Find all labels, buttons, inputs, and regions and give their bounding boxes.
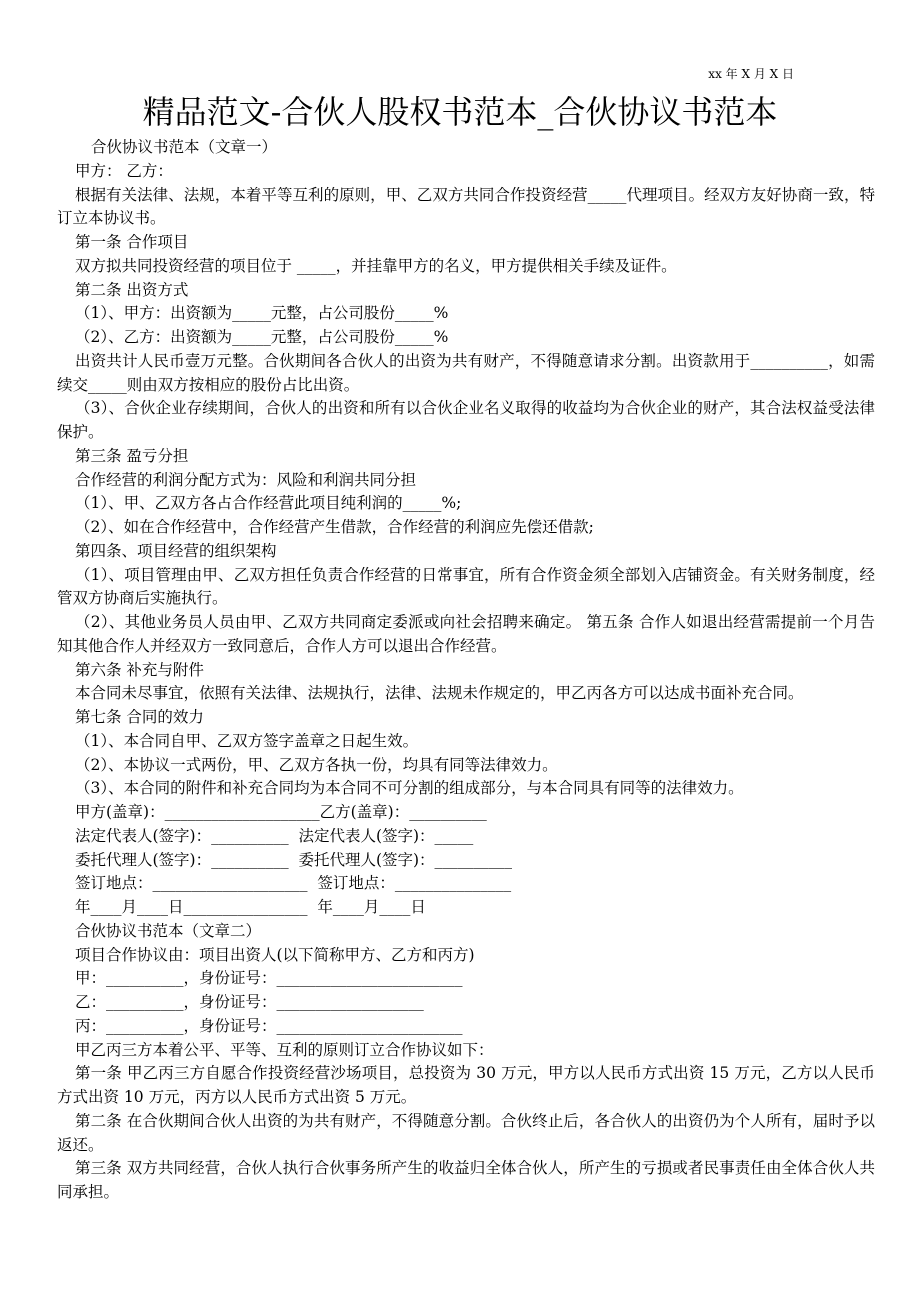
paragraph: 第二条 在合伙期间合伙人出资的为共有财产，不得随意分割。合伙终止后，各合伙人的出资仍为个人所有，届时予以返还。	[57, 1111, 875, 1154]
document-date: xx 年 X 月 X 日	[708, 67, 794, 81]
paragraph: 合作经营的利润分配方式为：风险和利润共同分担	[75, 470, 417, 489]
paragraph: （2）、如在合作经营中，合作经营产生借款，合作经营的利润应先偿还借款;	[75, 518, 594, 536]
paragraph: （1）、本合同自甲、乙双方签字盖章之日起生效。	[75, 731, 419, 750]
paragraph: （2）、乙方：出资额为_____元整，占公司股份_____%	[75, 328, 449, 346]
paragraph: 第六条 补充与附件	[75, 660, 204, 679]
paragraph: 合伙协议书范本（文章二）	[75, 921, 262, 940]
paragraph: 乙：__________，身份证号：___________________	[75, 993, 424, 1011]
paragraph: 甲：__________，身份证号：________________________	[75, 969, 463, 988]
paragraph: 年____月____日________________ 年____月____日	[75, 898, 426, 916]
paragraph: 项目合作协议由：项目出资人(以下简称甲方、乙方和丙方)	[75, 945, 475, 964]
paragraph: 甲方： 乙方：	[75, 161, 173, 180]
paragraph: （3）、合伙企业存续期间，合伙人的出资和所有以合伙企业名义取得的收益均为合伙企业的财产，其合法权益受法律保护。	[57, 399, 875, 441]
paragraph: （1）、甲、乙双方各占合作经营此项目纯利润的_____%;	[75, 494, 462, 513]
paragraph: 第一条 合作项目	[75, 233, 189, 251]
paragraph: 合伙协议书范本（文章一）	[91, 138, 278, 156]
paragraph: 第四条、项目经营的组织架构	[75, 541, 277, 560]
document-title: 精品范文-合伙人股权书范本_合伙协议书范本	[142, 93, 778, 131]
paragraph: 第三条 双方共同经营，合伙人执行合伙事务所产生的收益归全体合伙人，所产生的亏损或者民事责任由全体合伙人共同承担。	[57, 1159, 875, 1201]
paragraph: 甲乙丙三方本着公平、平等、互利的原则订立合作协议如下：	[75, 1040, 494, 1059]
paragraph: 第二条 出资方式	[75, 280, 189, 299]
paragraph: （3）、本合同的附件和补充合同均为本合同不可分割的组成部分，与本合同具有同等的法律效力。	[75, 779, 744, 798]
paragraph: 第一条 甲乙丙三方自愿合作投资经营沙场项目，总投资为 30 万元，甲方以人民币方式出资 15 万元，乙方以人民币方式出资 10 万元，丙方以人民币方式出资 5 万元。	[57, 1064, 875, 1106]
paragraph: （2）、本协议一式两份，甲、乙双方各执一份，均具有同等法律效力。	[75, 755, 558, 774]
paragraph: 出资共计人民币壹万元整。合伙期间各合伙人的出资为共有财产，不得随意请求分割。出资款用于__________，如需续交_____则由双方按相应的股份占比出资。	[57, 351, 875, 394]
paragraph: 本合同未尽事宜，依照有关法律、法规执行，法律、法规未作规定的，甲乙丙各方可以达成书面补充合同。	[75, 684, 804, 703]
paragraph: 根据有关法律、法规，本着平等互利的原则，甲、乙双方共同合作投资经营_____代理项目。经双方友好协商一致，特订立本协议书。	[57, 185, 875, 228]
paragraph: 委托代理人(签字)：__________ 委托代理人(签字)：__________	[75, 850, 513, 869]
paragraph: 第三条 盈亏分担	[75, 446, 189, 465]
document-body	[57, 136, 875, 1205]
paragraph: 丙：__________，身份证号：________________________	[75, 1016, 463, 1035]
paragraph: 第七条 合同的效力	[75, 708, 204, 726]
paragraph: （1）、甲方：出资额为_____元整，占公司股份_____%	[75, 304, 449, 323]
paragraph: 甲方(盖章)：____________________乙方(盖章)：__________	[75, 803, 487, 821]
paragraph: 签订地点：____________________ 签订地点：_______________	[75, 874, 512, 893]
paragraph: （2）、其他业务员人员由甲、乙双方共同商定委派或向社会招聘来确定。 第五条 合作人如退出经营需提前一个月告知其他合作人并经双方一致同意后，合作人方可以退出合作经营。	[57, 613, 875, 655]
paragraph: 法定代表人(签字)：__________ 法定代表人(签字)：_____	[75, 826, 474, 845]
paragraph: （1）、项目管理由甲、乙双方担任负责合作经营的日常事宜，所有合作资金须全部划入店铺资金。有关财务制度，经管双方协商后实施执行。	[57, 565, 875, 608]
paragraph: 双方拟共同投资经营的项目位于 _____，并挂靠甲方的名义，甲方提供相关手续及证件。	[75, 256, 677, 275]
